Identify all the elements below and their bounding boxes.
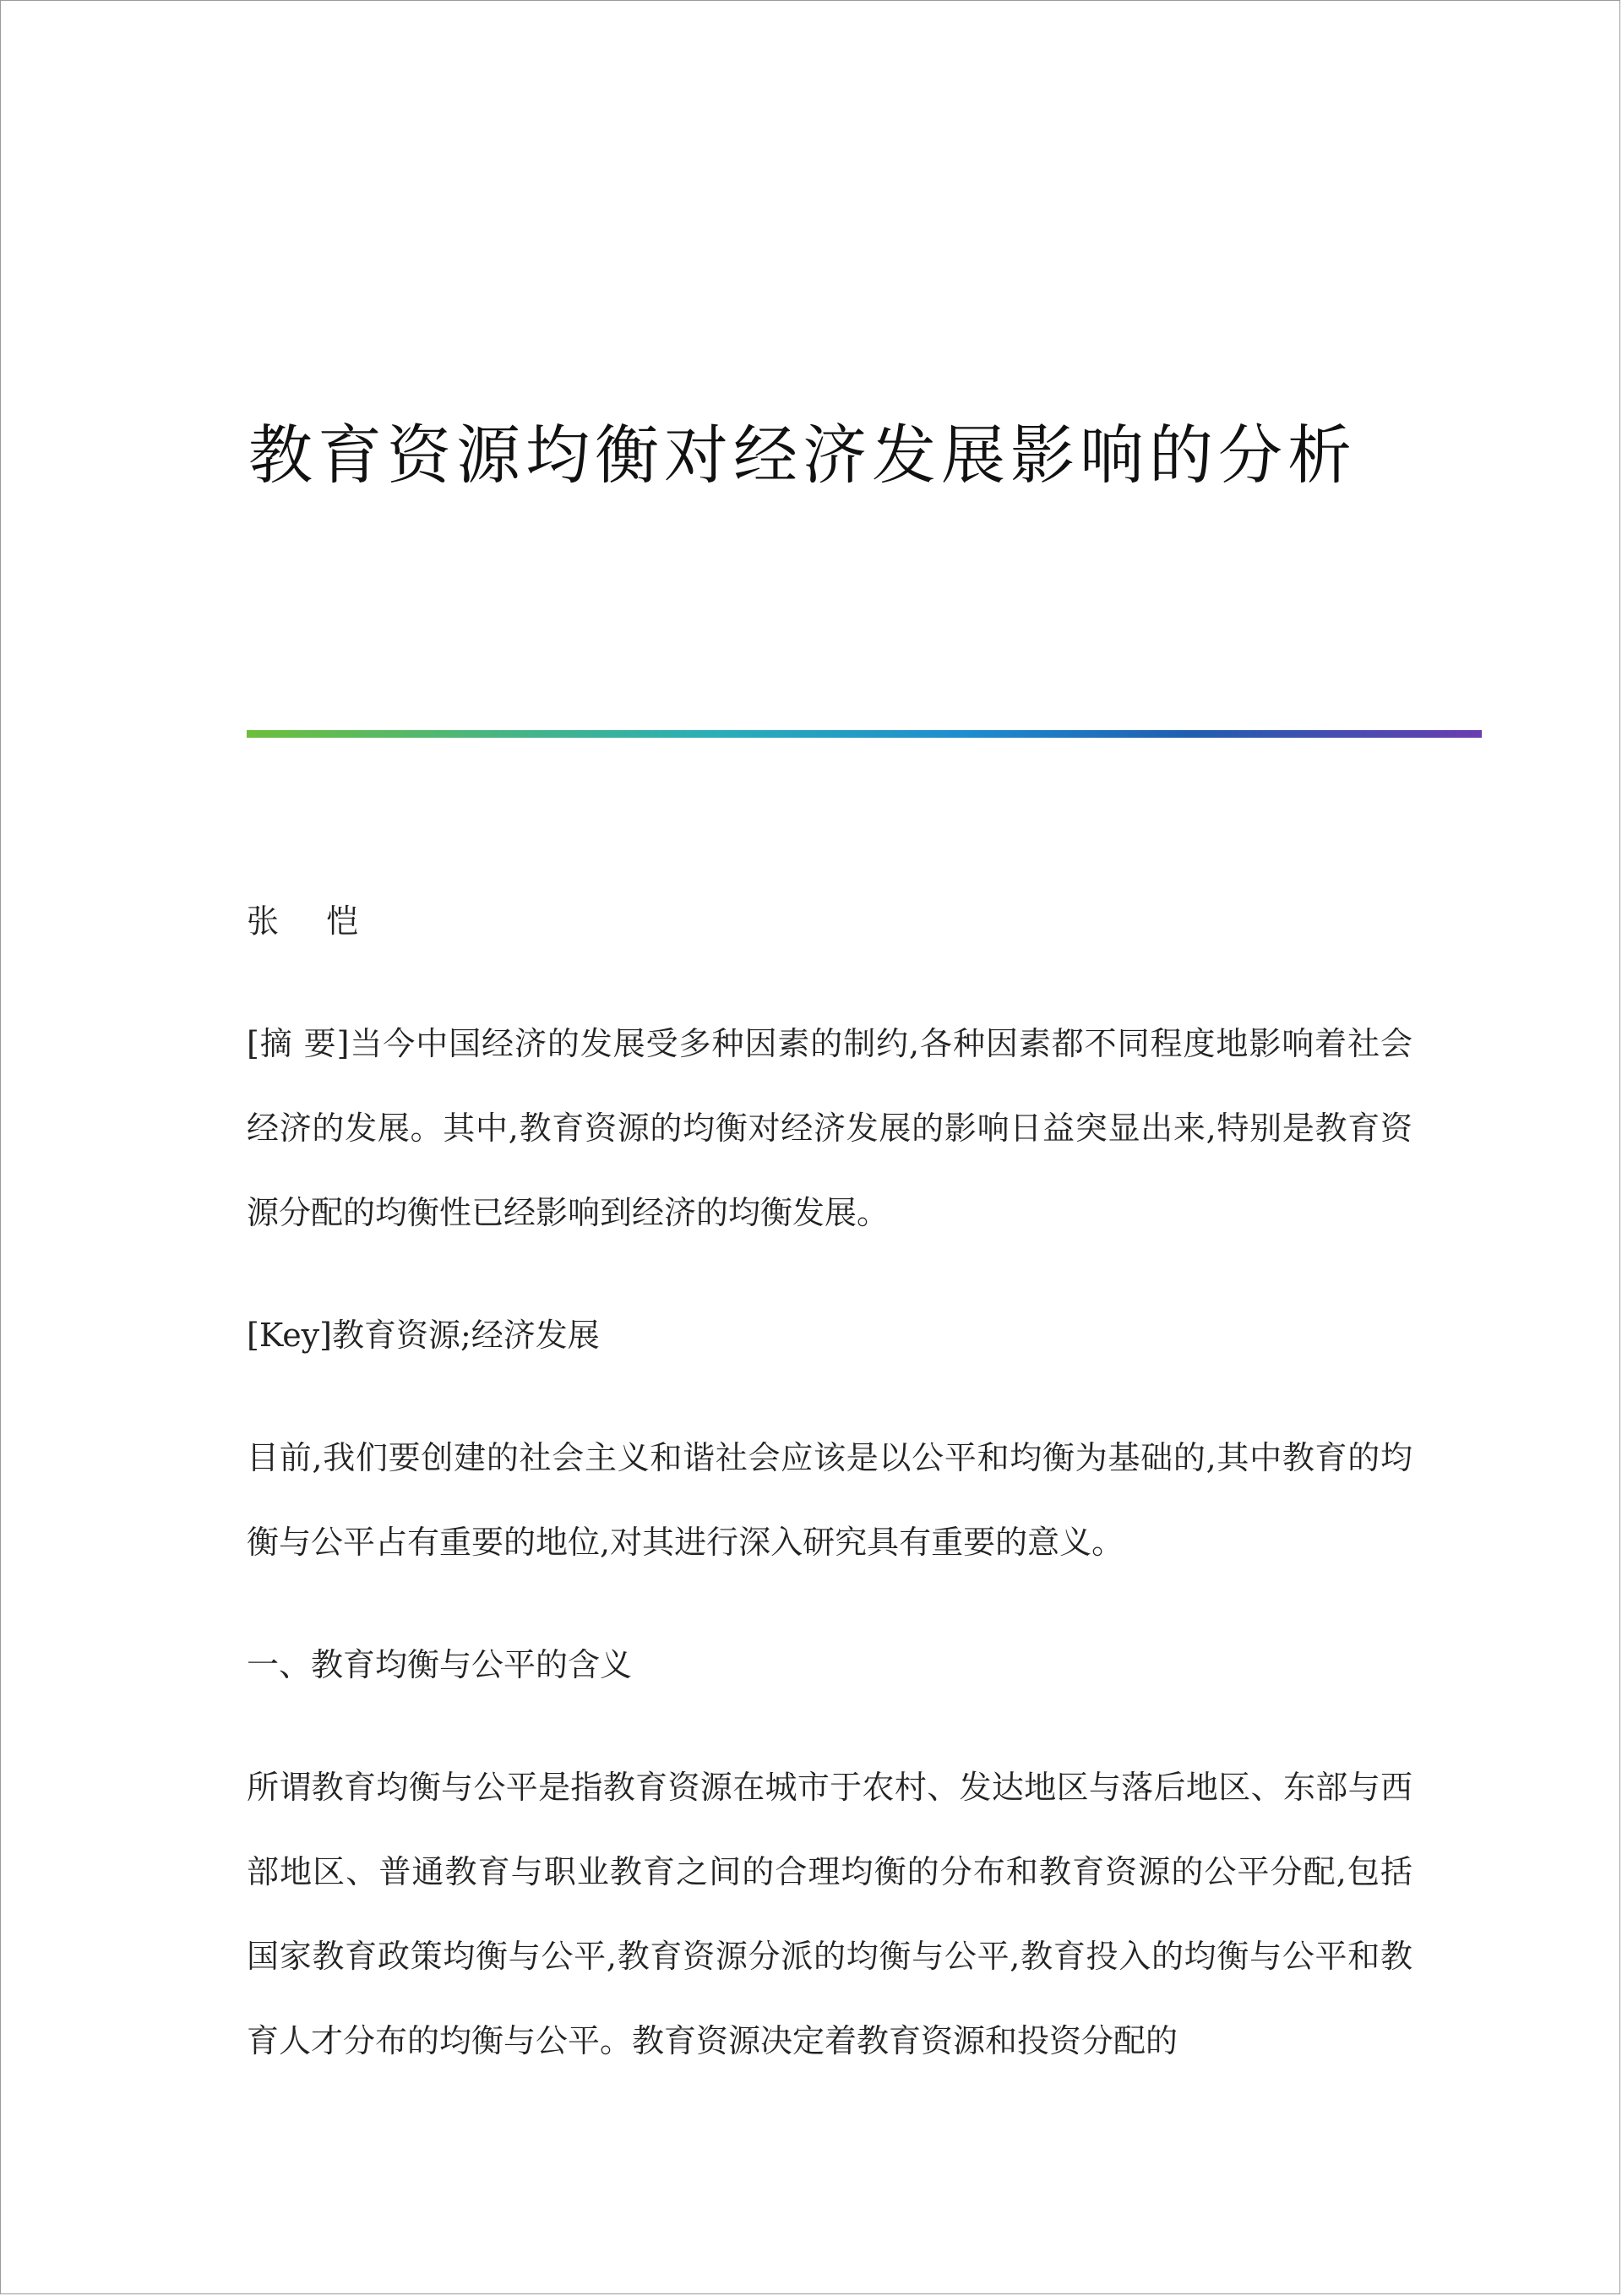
keywords-paragraph: [Key]教育资源;经济发展: [247, 1317, 600, 1354]
intro-paragraph: 目前,我们要创建的社会主义和谐社会应该是以公平和均衡为基础的,其中教育的均衡与公平占有重要的地位,对其进行深入研究具有重要的意义。: [247, 1439, 1412, 1561]
document-title: 教育资源均衡对经济发展影响的分析: [248, 417, 1357, 493]
abstract-paragraph: [摘 要]当今中国经济的发展受多种因素的制约,各种因素都不同程度地影响着社会经济的发展。其中,教育资源的均衡对经济发展的影响日益突显出来,特别是教育资源分配的均衡性已经影响到经济的均衡发展。: [247, 1025, 1412, 1231]
body-paragraph: 所谓教育均衡与公平是指教育资源在城市于农村、发达地区与落后地区、东部与西部地区、普通教育与职业教育之间的合理均衡的分布和教育资源的公平分配,包括国家教育政策均衡与公平,教育资源分派的均衡与公平,教育投入的均衡与公平和教育人才分布的均衡与公平。教育资源决定着教育资源和投资分配的: [247, 1769, 1412, 2059]
document-body: [247, 879, 1412, 2121]
gradient-divider: [247, 730, 1482, 738]
author-name: 张 恺: [247, 903, 378, 940]
section-heading: 一、教育均衡与公平的含义: [247, 1646, 633, 1683]
